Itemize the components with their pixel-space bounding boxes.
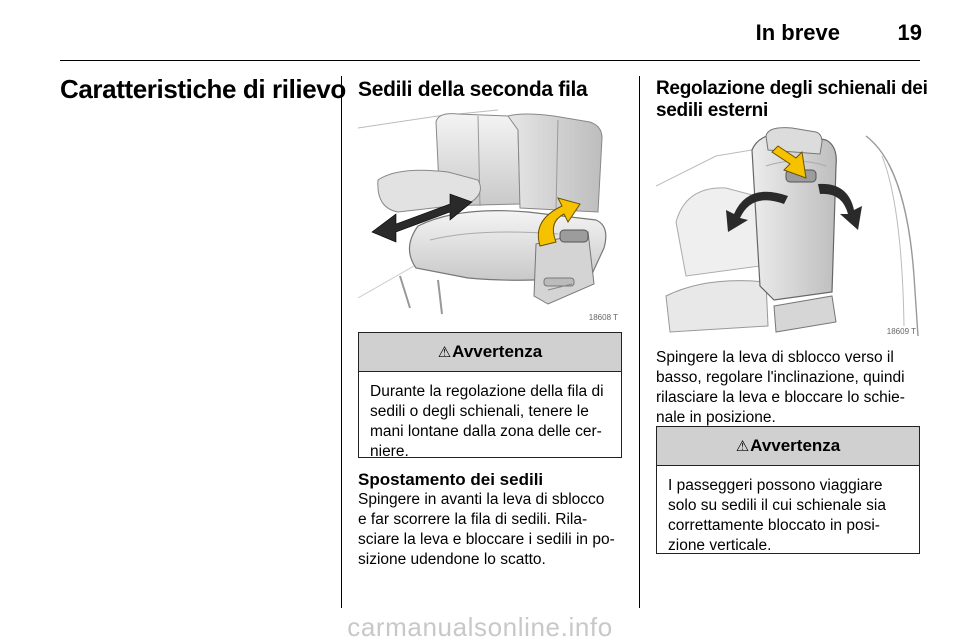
body-line: e far scorrere la fila di sedili. Rila- — [358, 511, 588, 528]
body-line: rilasciare la leva e bloccare lo schie- — [656, 389, 905, 406]
column-divider-2 — [639, 76, 640, 608]
body-line: Spingere la leva di sblocco verso il — [656, 349, 894, 366]
warning-line: sedili o degli schienali, tenere le — [370, 403, 589, 420]
seat-slide-illustration — [358, 108, 622, 324]
warning-label: Avvertenza — [452, 342, 543, 361]
figure-code: 18609 T — [886, 327, 916, 336]
subsection-title-moving-seats: Spostamento dei sedili — [358, 470, 544, 489]
warning-text — [657, 466, 919, 566]
body-line: sizione udendone lo scatto. — [358, 551, 546, 568]
title-line: sedili esterni — [656, 100, 768, 121]
warning-line: mani lontane dalla zona delle cer- — [370, 423, 602, 440]
figure-second-row-seats — [358, 108, 622, 324]
header-rule — [60, 60, 920, 61]
body-line: nale in posizione. — [656, 409, 776, 426]
warning-line: correttamente bloccato in posi- — [668, 517, 880, 534]
body-paragraph-recline — [656, 348, 926, 428]
warning-header — [657, 427, 919, 466]
title-line: Regolazione degli schienali dei — [656, 78, 928, 99]
seat-moving-section — [358, 470, 628, 570]
figure-outer-seatback — [656, 126, 920, 338]
warning-line: Durante la regolazione della fila di — [370, 383, 604, 400]
warning-triangle-icon: ⚠ — [437, 344, 452, 361]
body-line: Spingere in avanti la leva di sblocco — [358, 491, 605, 508]
warning-line: zione verticale. — [668, 537, 772, 554]
body-line: sciare la leva e bloccare i sedili in po- — [358, 531, 615, 548]
seatback-recline-illustration — [656, 126, 920, 338]
watermark: carmanualsonline.info — [347, 612, 613, 642]
warning-line: niere. — [370, 443, 409, 460]
page-number: 19 — [897, 20, 922, 45]
warning-box-seat-adjustment — [358, 332, 622, 458]
column-divider-1 — [341, 76, 342, 608]
body-line: basso, regolare l'inclinazione, quindi — [656, 369, 905, 386]
figure-code: 18608 T — [588, 313, 618, 322]
warning-text — [359, 372, 621, 472]
section-title-outer-seatback — [656, 78, 928, 122]
warning-line: solo su sedili il cui schienale sia — [668, 497, 886, 514]
warning-line: I passeggeri possono viaggiare — [668, 477, 883, 494]
section-title-second-row-seats: Sedili della seconda fila — [358, 78, 588, 101]
warning-triangle-icon: ⚠ — [735, 438, 750, 455]
body-paragraph — [358, 490, 628, 570]
header-section-title: In breve — [755, 20, 840, 45]
main-title: Caratteristiche di rilievo — [60, 74, 346, 104]
warning-label: Avvertenza — [750, 436, 841, 455]
warning-box-seatback-locked — [656, 426, 920, 554]
warning-header — [359, 333, 621, 372]
